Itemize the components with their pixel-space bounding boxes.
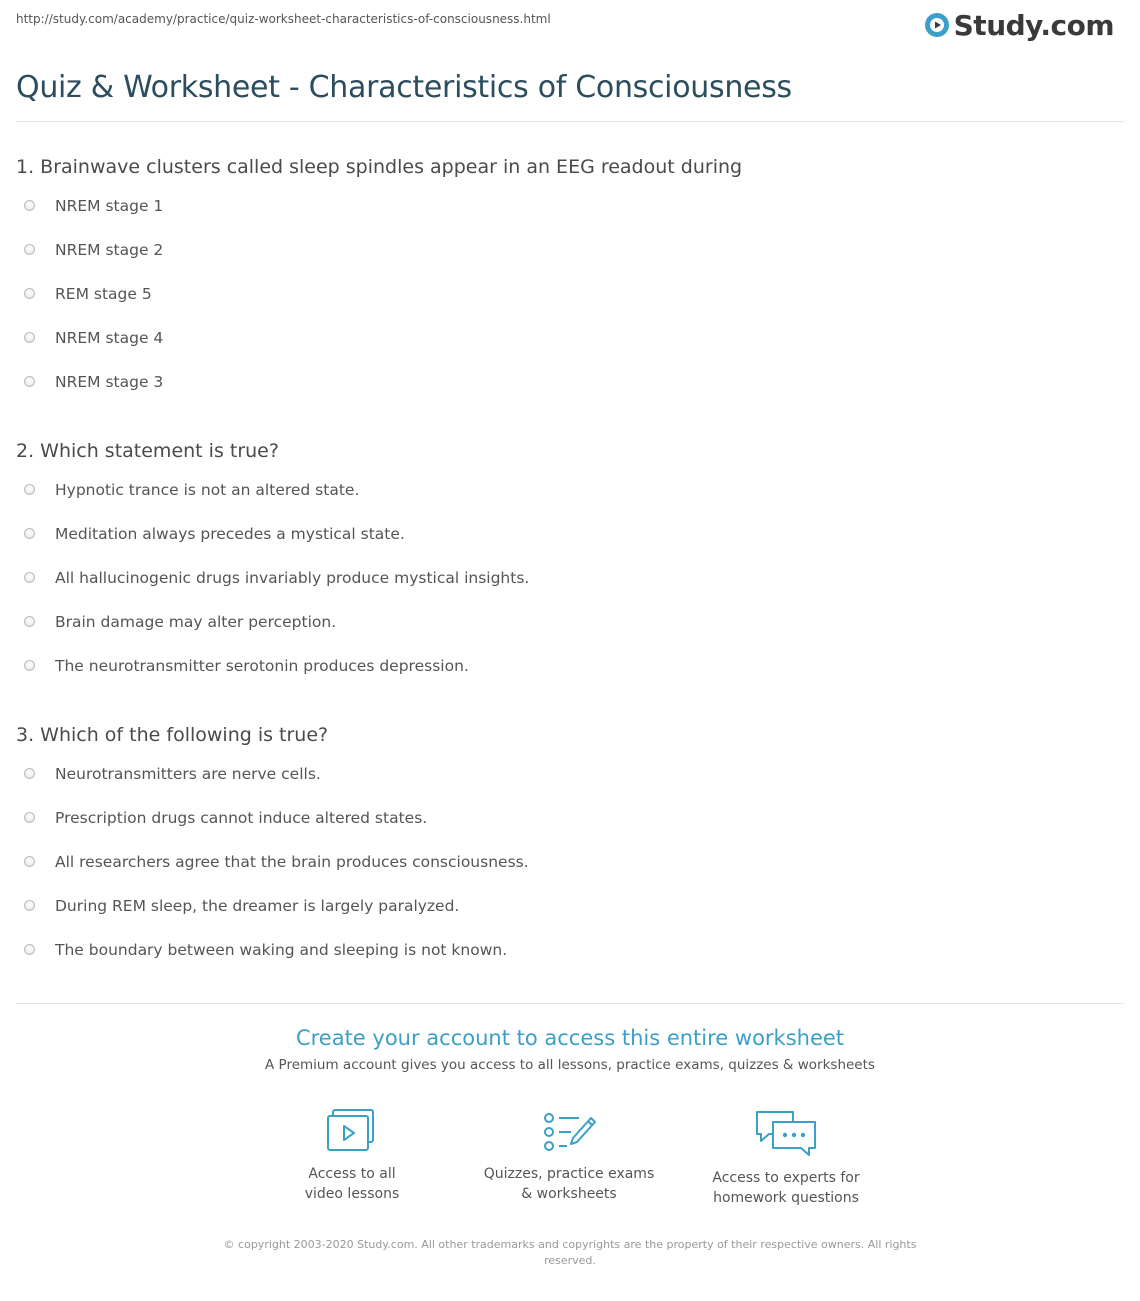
answer-label: Prescription drugs cannot induce altered states. (55, 809, 428, 827)
answer-option[interactable] (16, 940, 1124, 984)
quiz-checklist-icon (541, 1108, 597, 1154)
answer-option[interactable] (16, 852, 1124, 896)
question-1 (16, 152, 1124, 416)
answer-label: All hallucinogenic drugs invariably produce mystical insights. (55, 569, 530, 587)
page-url: http://study.com/academy/practice/quiz-worksheet-characteristics-of-consciousness.html (16, 12, 551, 26)
logo-text: Study.com (953, 8, 1114, 42)
answer-option[interactable] (16, 764, 1124, 808)
answer-option[interactable] (16, 656, 1124, 700)
answer-option[interactable] (16, 480, 1124, 524)
radio-button[interactable] (24, 616, 35, 627)
radio-button[interactable] (24, 660, 35, 671)
question-3 (16, 720, 1124, 984)
radio-button[interactable] (24, 944, 35, 955)
answer-list (16, 196, 1124, 416)
answer-label: Hypnotic trance is not an altered state. (55, 481, 360, 499)
feature-label (469, 1164, 669, 1204)
answer-option[interactable] (16, 612, 1124, 656)
page-title: Quiz & Worksheet - Characteristics of Consciousness (16, 70, 792, 105)
radio-button[interactable] (24, 484, 35, 495)
answer-option[interactable] (16, 568, 1124, 612)
radio-button[interactable] (24, 332, 35, 343)
feature-experts (686, 1108, 886, 1208)
answer-label: REM stage 5 (55, 285, 152, 303)
copyright-notice (210, 1237, 930, 1269)
feature-quizzes (469, 1108, 669, 1204)
feature-line: Quizzes, practice exams (483, 1166, 655, 1182)
feature-line: Access to all (308, 1166, 396, 1182)
answer-label: All researchers agree that the brain produces consciousness. (55, 853, 529, 871)
radio-button[interactable] (24, 288, 35, 299)
answer-option[interactable] (16, 240, 1124, 284)
answer-list (16, 764, 1124, 984)
answer-label: NREM stage 2 (55, 241, 164, 259)
title-divider (16, 121, 1124, 122)
radio-button[interactable] (24, 528, 35, 539)
answer-label: During REM sleep, the dreamer is largely paralyzed. (55, 897, 460, 915)
answer-label: The neurotransmitter serotonin produces depression. (55, 657, 469, 675)
answer-label: The boundary between waking and sleeping is not known. (55, 941, 508, 959)
answer-option[interactable] (16, 372, 1124, 416)
answer-label: NREM stage 4 (55, 329, 164, 347)
feature-line: Access to experts for (712, 1170, 860, 1186)
feature-video-lessons (252, 1108, 452, 1204)
radio-button[interactable] (24, 376, 35, 387)
copyright-line: © copyright 2003-2020 Study.com. All other trademarks and copyrights are the property of their respective owners. All rights (223, 1238, 917, 1251)
answer-option[interactable] (16, 524, 1124, 568)
radio-button[interactable] (24, 200, 35, 211)
question-text: 3. Which of the following is true? (16, 724, 329, 746)
answer-label: NREM stage 3 (55, 373, 164, 391)
question-2 (16, 436, 1124, 700)
feature-line: homework questions (713, 1190, 859, 1206)
radio-button[interactable] (24, 856, 35, 867)
answer-option[interactable] (16, 196, 1124, 240)
radio-button[interactable] (24, 244, 35, 255)
feature-line: & worksheets (521, 1186, 617, 1202)
radio-button[interactable] (24, 812, 35, 823)
answer-label: Brain damage may alter perception. (55, 613, 337, 631)
radio-button[interactable] (24, 900, 35, 911)
answer-label: Neurotransmitters are nerve cells. (55, 765, 321, 783)
answer-option[interactable] (16, 896, 1124, 940)
answer-list (16, 480, 1124, 700)
section-divider (16, 1003, 1124, 1004)
answer-option[interactable] (16, 808, 1124, 852)
question-text: 1. Brainwave clusters called sleep spindles appear in an EEG readout during (16, 156, 743, 178)
radio-button[interactable] (24, 768, 35, 779)
video-lessons-icon (326, 1108, 378, 1154)
study-logo[interactable] (924, 8, 1114, 42)
copyright-line: reserved. (544, 1254, 596, 1267)
radio-button[interactable] (24, 572, 35, 583)
play-circle-icon (924, 12, 950, 38)
question-text: 2. Which statement is true? (16, 440, 279, 462)
feature-line: video lessons (304, 1186, 400, 1202)
feature-label (686, 1168, 886, 1208)
chat-experts-icon (753, 1108, 819, 1158)
premium-description: A Premium account gives you access to all lessons, practice exams, quizzes & worksheets (265, 1057, 875, 1073)
answer-label: NREM stage 1 (55, 197, 164, 215)
answer-option[interactable] (16, 328, 1124, 372)
answer-label: Meditation always precedes a mystical state. (55, 525, 405, 543)
create-account-link[interactable]: Create your account to access this entire worksheet (295, 1026, 845, 1050)
feature-label (252, 1164, 452, 1204)
answer-option[interactable] (16, 284, 1124, 328)
